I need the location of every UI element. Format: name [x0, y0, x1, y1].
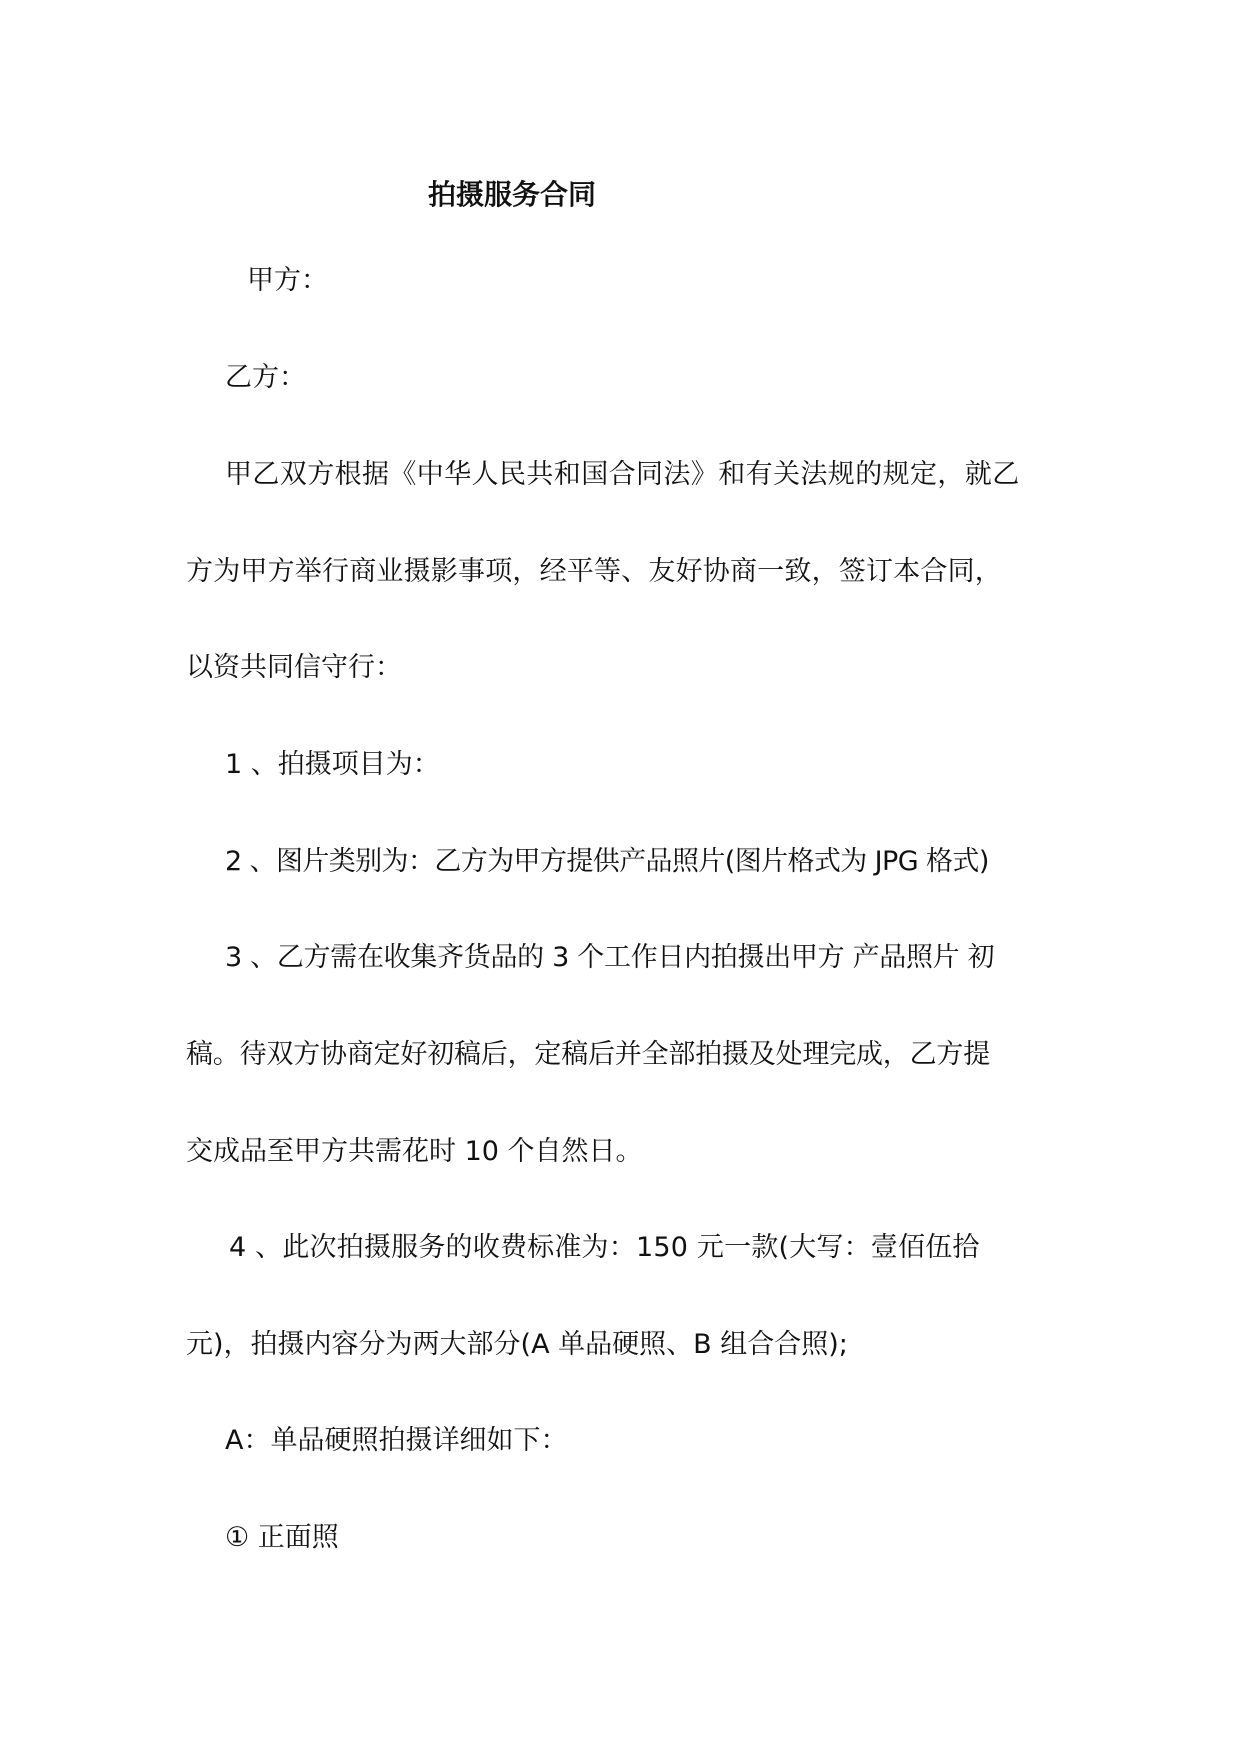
preamble-line-2: 方为甲方举行商业摄影事项，经平等、友好协商一致，签订本合同， — [186, 556, 1002, 587]
preamble-line-1: 甲乙双方根据《中华人民共和国合同法》和有关法规的规定，就乙 — [225, 459, 1020, 490]
clause-3-line-2: 稿。待双方协商定好初稿后，定稿后并全部拍摄及处理完成，乙方提 — [186, 1039, 990, 1070]
clause-4-line-1: 4 、此次拍摄服务的收费标准为：150 元一款(大写：壹佰伍拾 — [229, 1232, 980, 1263]
section-a-heading: A：单品硬照拍摄详细如下： — [225, 1425, 568, 1456]
clause-2: 2 、图片类别为：乙方为甲方提供产品照片(图片格式为 JPG 格式) — [225, 846, 989, 877]
clause-3-line-3: 交成品至甲方共需花时 10 个自然日。 — [186, 1136, 643, 1167]
clause-3-line-1: 3 、乙方需在收集齐货品的 3 个工作日内拍摄出甲方 产品照片 初 — [225, 942, 995, 973]
party-b-label: 乙方： — [225, 362, 306, 393]
party-a-label: 甲方： — [247, 265, 328, 296]
clause-4-line-2: 元)，拍摄内容分为两大部分(A 单品硬照、B 组合合照); — [186, 1329, 848, 1360]
preamble-line-3: 以资共同信守行： — [186, 652, 402, 683]
clause-1: 1 、拍摄项目为： — [225, 749, 440, 780]
document-title: 拍摄服务合同 — [428, 178, 597, 211]
section-a-item-front-photo: ① 正面照 — [225, 1522, 339, 1553]
